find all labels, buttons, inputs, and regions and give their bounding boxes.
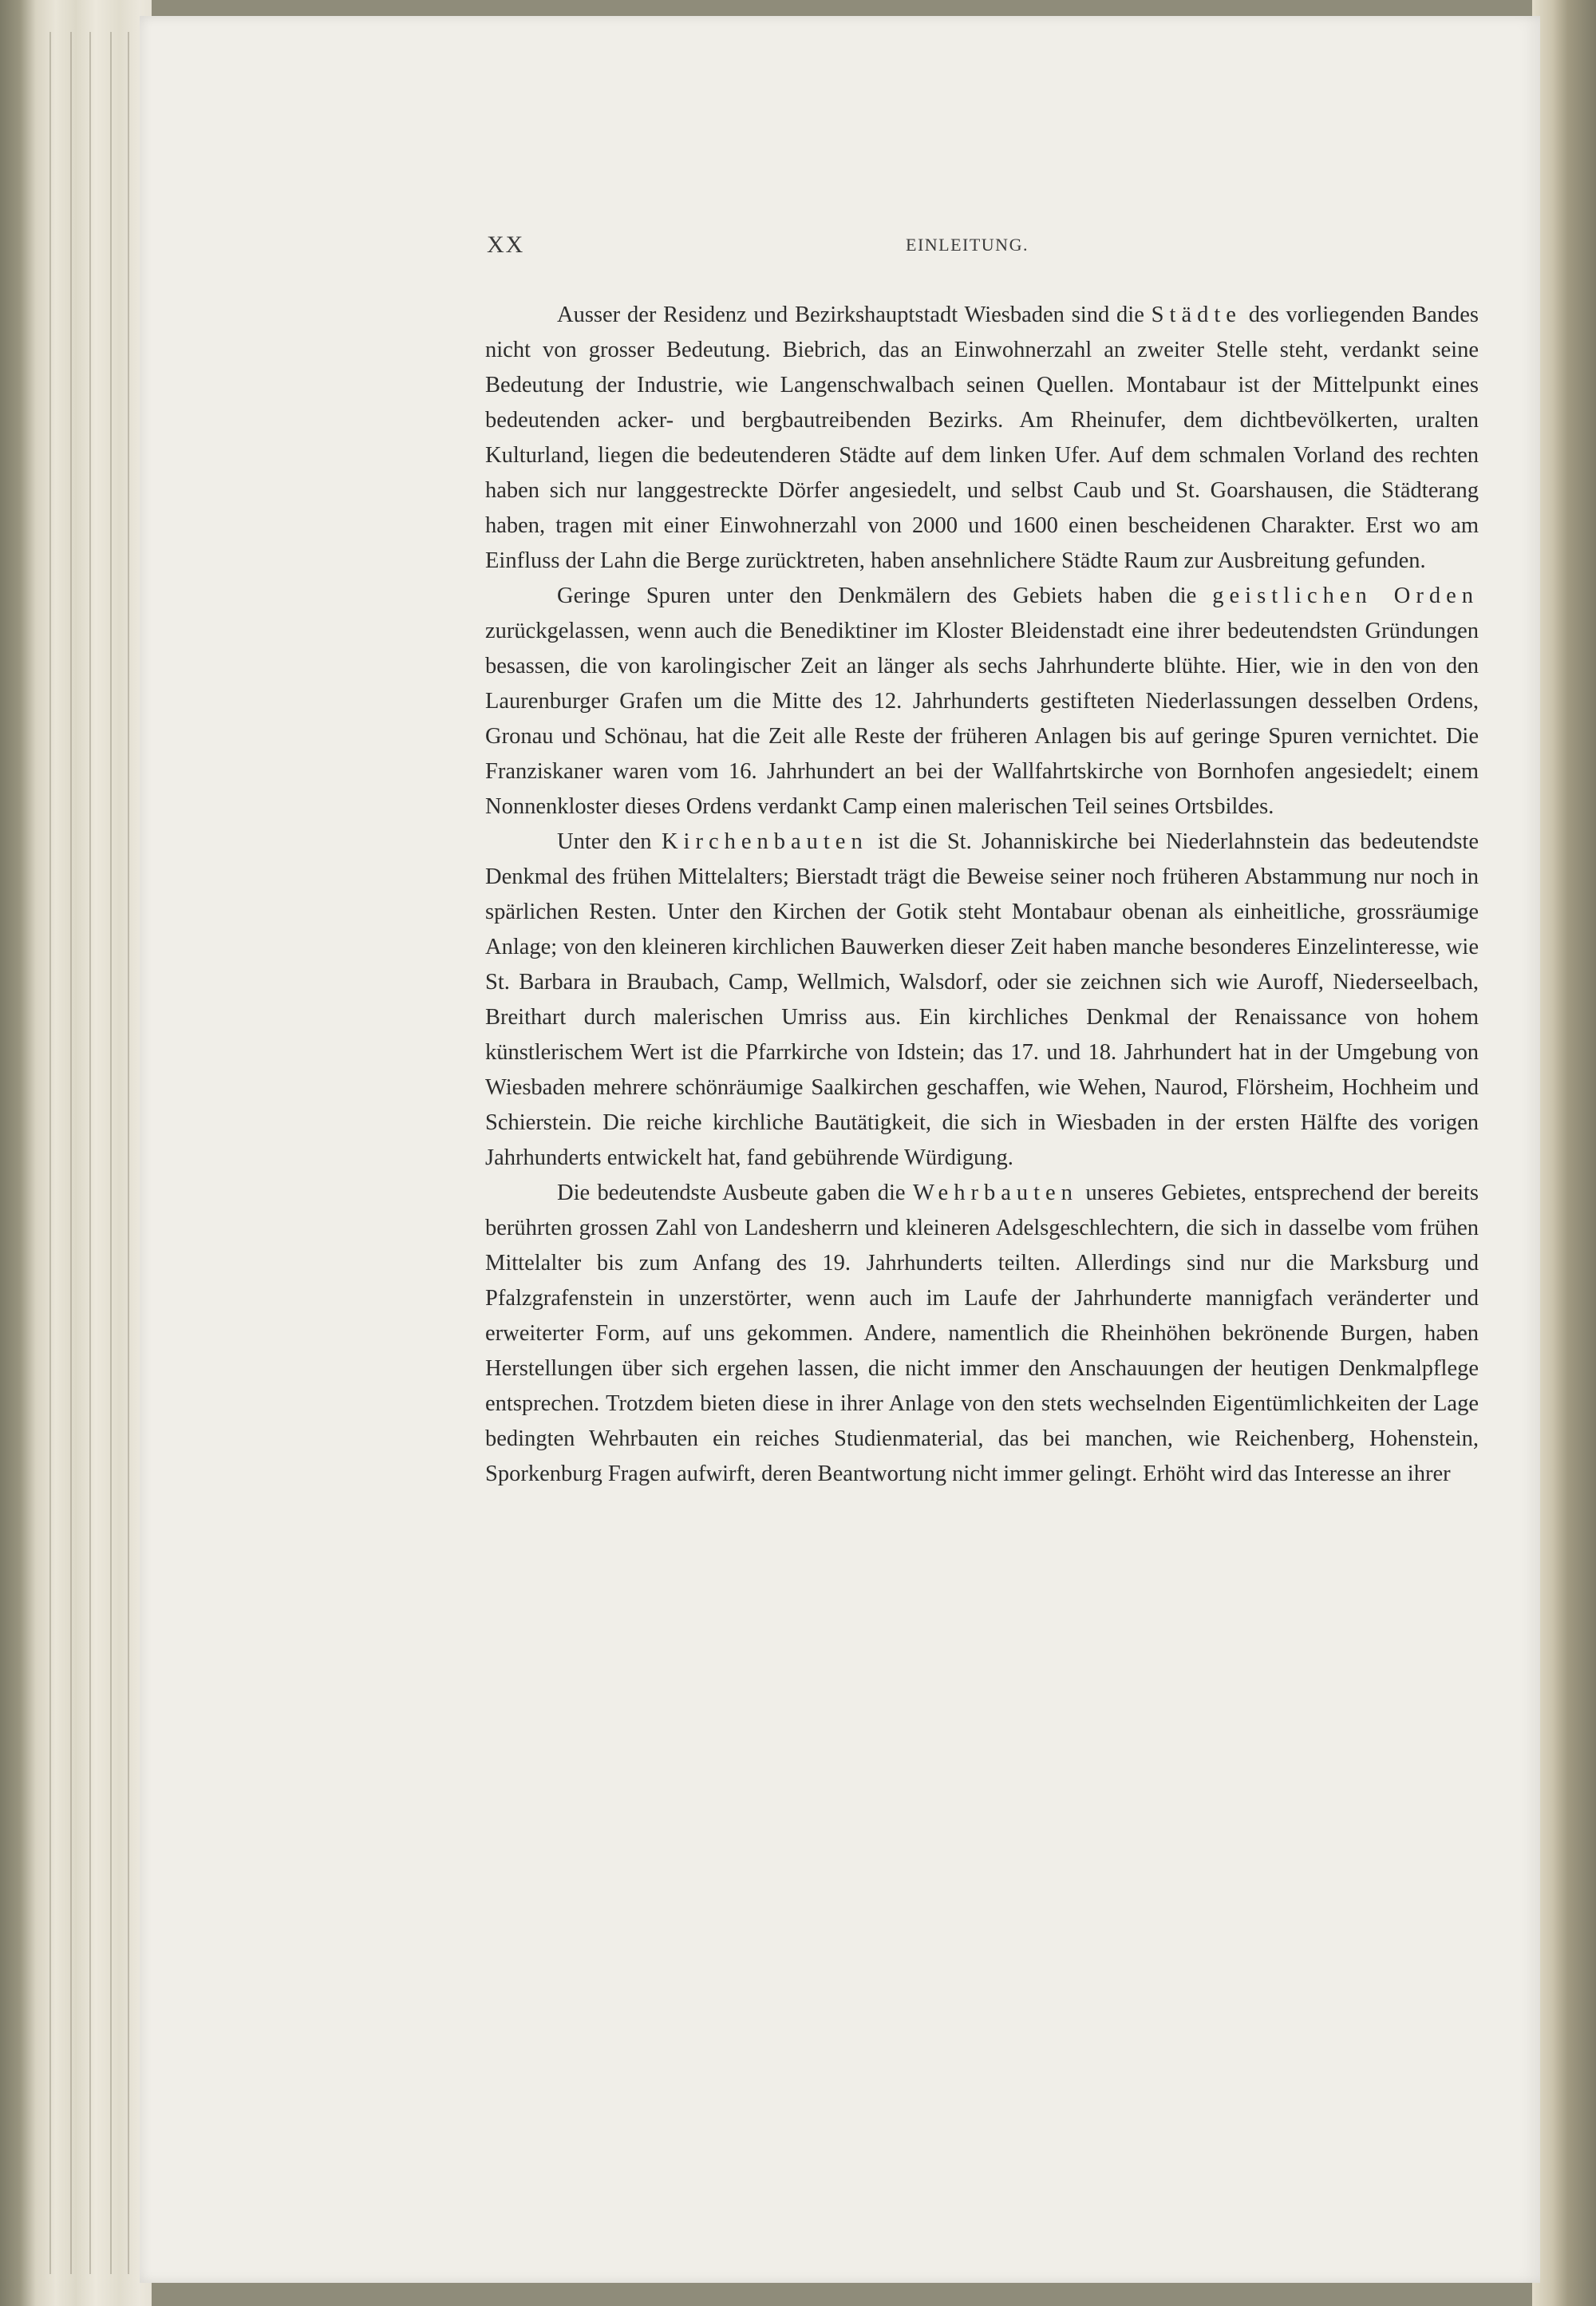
page-header xyxy=(487,231,1480,263)
page-number: XX xyxy=(487,231,525,258)
spaced-term: geistlichen Orden xyxy=(1212,583,1479,608)
spaced-term: Städte xyxy=(1151,303,1242,327)
paragraph-orden: Geringe Spuren unter den Denkmälern des Gebiets haben die geistlichen Orden zurückgelassen, wenn auch die Benediktiner im Kloster Bleidenstadt eine ihrer bedeutendsten Gründungen besassen, die von karolingischer Zeit an länger als sechs Jahrhunderte blühte. Hier, wie in den von den Laurenburger Grafen um die Mitte des 12. Jahrhunderts gestifteten Niederlassungen desselben Ordens, Gronau und Schönau, hat die Zeit alle Reste der früheren Anlagen bis auf geringe Spuren vernichtet. Die Franziskaner waren vom 16. Jahrhundert an bei der Wallfahrtskirche von Bornhofen angesiedelt; einem Nonnenkloster dieses Ordens verdankt Camp einen malerischen Teil seines Ortsbildes. xyxy=(485,583,1479,819)
running-head: EINLEITUNG. xyxy=(906,235,1029,255)
book-page-stack-left xyxy=(0,0,152,2306)
paragraph-wehrbauten: Die bedeutendste Ausbeute gaben die Wehrbauten unseres Gebietes, entsprechend der bereits berührten grossen Zahl von Landesherrn und kleineren Adelsgeschlechtern, die sich in dasselbe vom frühen Mittelalter bis zum Anfang des 19. Jahrhunderts teilten. Allerdings sind nur die Marksburg und Pfalzgrafenstein in unzerstörter, wenn auch im Laufe der Jahrhunderte mannigfach veränderter und erweiterter Form, auf uns gekommen. Andere, namentlich die Rheinhöhen bekrönende Burgen, haben Herstellungen über sich ergehen lassen, die nicht immer den Anschauungen der heutigen Denkmalpflege entsprechen. Trotzdem bieten diese in ihrer Anlage von den stets wechselnden Eigentümlichkeiten der Lage bedingten Wehrbauten ein reiches Studienmaterial, das bei manchen, wie Reichenberg, Hohenstein, Sporkenburg Fragen aufwirft, deren Beantwortung nicht immer gelingt. Erhöht wird das Interesse an ihrer xyxy=(485,1181,1479,1486)
spaced-term: Wehrbauten xyxy=(912,1181,1078,1205)
paragraph-staedte: Ausser der Residenz und Bezirkshauptstadt Wiesbaden sind die Städte des vorliegenden Bandes nicht von grosser Bedeutung. Biebrich, das an Einwohnerzahl an zweiter Stelle steht, verdankt seine Bedeutung der Industrie, wie Langenschwalbach seinen Quellen. Montabaur ist der Mittelpunkt eines bedeutenden acker- und bergbautreibenden Bezirks. Am Rheinufer, dem dichtbevölkerten, uralten Kulturland, liegen die bedeutenderen Städte auf dem linken Ufer. Auf dem schmalen Vorland des rechten haben sich nur langgestreckte Dörfer angesiedelt, und selbst Caub und St. Goarshausen, die Städterang haben, tragen mit einer Einwohnerzahl von 2000 und 1600 einen bescheidenen Charakter. Erst wo am Einfluss der Lahn die Berge zurücktreten, haben ansehnlichere Städte Raum zur Ausbreitung gefunden. xyxy=(485,303,1479,573)
paragraph-kirchenbauten: Unter den Kirchenbauten ist die St. Johanniskirche bei Niederlahnstein das bedeutendste Denkmal des frühen Mittelalters; Bierstadt trägt die Beweise seiner noch früheren Abstammung nur noch in spärlichen Resten. Unter den Kirchen der Gotik steht Montabaur obenan als einheitliche, grossräumige Anlage; von den kleineren kirchlichen Bauwerken dieser Zeit haben manche besonderes Einzelinteresse, wie St. Barbara in Braubach, Camp, Wellmich, Walsdorf, oder sie zeichnen sich wie Auroff, Niederseelbach, Breithart durch malerischen Umriss aus. Ein kirchliches Denkmal der Renaissance von hohem künstlerischem Wert ist die Pfarrkirche von Idstein; das 17. und 18. Jahrhundert hat in der Umgebung von Wiesbaden mehrere schönräumige Saalkirchen geschaffen, wie Wehen, Naurod, Flörsheim, Hochheim und Schierstein. Die reiche kirchliche Bautätigkeit, die sich in Wiesbaden in der ersten Hälfte des vorigen Jahrhunderts entwickelt hat, fand gebührende Würdigung. xyxy=(485,829,1479,1170)
spaced-term: Kirchenbauten xyxy=(661,829,868,854)
body-text xyxy=(485,298,1479,1492)
book-page-stack-right xyxy=(1532,0,1596,2306)
